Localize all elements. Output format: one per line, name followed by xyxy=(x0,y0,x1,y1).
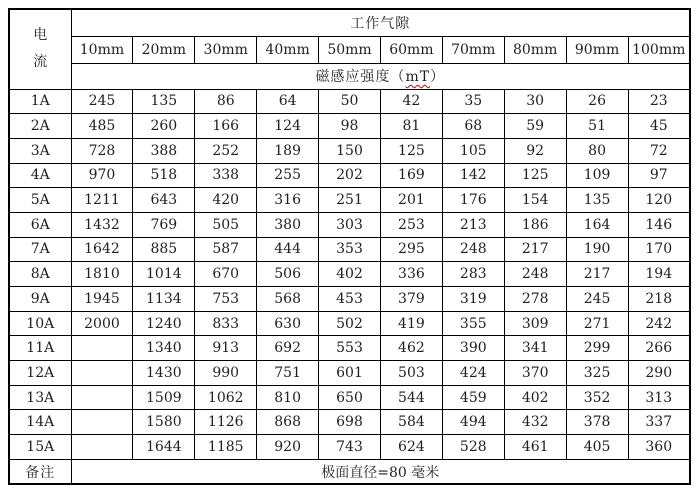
current-row-label: 1A xyxy=(9,89,71,114)
table-row xyxy=(9,311,690,336)
value-cell: 186 xyxy=(504,212,566,237)
value-cell: 743 xyxy=(319,435,381,460)
table-footer xyxy=(9,459,690,484)
value-cell: 503 xyxy=(380,361,442,386)
value-cell: 378 xyxy=(566,410,628,435)
value-cell: 1945 xyxy=(71,287,133,312)
value-cell xyxy=(71,435,133,460)
table-row xyxy=(9,114,690,139)
value-cell: 35 xyxy=(442,89,504,114)
value-cell: 587 xyxy=(195,237,257,262)
value-cell: 753 xyxy=(195,287,257,312)
value-cell: 528 xyxy=(442,435,504,460)
value-cell: 502 xyxy=(319,311,381,336)
gap-column-header: 80mm xyxy=(504,36,566,63)
value-cell: 1134 xyxy=(133,287,195,312)
induction-header-row xyxy=(9,63,690,89)
value-cell: 68 xyxy=(442,114,504,139)
value-cell xyxy=(71,361,133,386)
value-cell: 303 xyxy=(319,212,381,237)
table-body xyxy=(9,89,690,459)
current-row-label: 11A xyxy=(9,336,71,361)
gap-column-header: 40mm xyxy=(257,36,319,63)
value-cell: 125 xyxy=(504,163,566,188)
value-cell: 150 xyxy=(319,138,381,163)
value-cell: 253 xyxy=(380,212,442,237)
value-cell: 309 xyxy=(504,311,566,336)
value-cell: 290 xyxy=(628,361,690,386)
value-cell: 23 xyxy=(628,89,690,114)
value-cell: 506 xyxy=(257,262,319,287)
gap-column-header: 10mm xyxy=(71,36,133,63)
current-row-label: 14A xyxy=(9,410,71,435)
value-cell: 120 xyxy=(628,188,690,213)
value-cell: 1430 xyxy=(133,361,195,386)
value-cell: 266 xyxy=(628,336,690,361)
value-cell: 248 xyxy=(442,237,504,262)
induction-header-suffix: ） xyxy=(430,69,446,85)
table-row xyxy=(9,336,690,361)
value-cell: 568 xyxy=(257,287,319,312)
value-cell: 194 xyxy=(628,262,690,287)
value-cell: 341 xyxy=(504,336,566,361)
value-cell: 1185 xyxy=(195,435,257,460)
value-cell: 1432 xyxy=(71,212,133,237)
value-cell: 453 xyxy=(319,287,381,312)
value-cell: 370 xyxy=(504,361,566,386)
value-cell: 218 xyxy=(628,287,690,312)
table-row xyxy=(9,385,690,410)
gap-column-header: 90mm xyxy=(566,36,628,63)
value-cell: 299 xyxy=(566,336,628,361)
value-cell: 444 xyxy=(257,237,319,262)
induction-header-cell xyxy=(71,63,690,89)
value-cell: 1340 xyxy=(133,336,195,361)
value-cell: 810 xyxy=(257,385,319,410)
gap-column-header: 30mm xyxy=(195,36,257,63)
value-cell: 459 xyxy=(442,385,504,410)
value-cell: 420 xyxy=(195,188,257,213)
current-row-label: 13A xyxy=(9,385,71,410)
current-row-label: 5A xyxy=(9,188,71,213)
value-cell: 1509 xyxy=(133,385,195,410)
value-cell: 59 xyxy=(504,114,566,139)
value-cell: 751 xyxy=(257,361,319,386)
value-cell: 125 xyxy=(380,138,442,163)
table-row xyxy=(9,212,690,237)
value-cell: 154 xyxy=(504,188,566,213)
value-cell: 388 xyxy=(133,138,195,163)
value-cell: 405 xyxy=(566,435,628,460)
value-cell xyxy=(71,336,133,361)
value-cell: 217 xyxy=(566,262,628,287)
value-cell: 352 xyxy=(566,385,628,410)
value-cell: 990 xyxy=(195,361,257,386)
value-cell: 584 xyxy=(380,410,442,435)
magnetic-induction-table xyxy=(8,8,691,485)
value-cell: 109 xyxy=(566,163,628,188)
value-cell: 1580 xyxy=(133,410,195,435)
value-cell: 135 xyxy=(566,188,628,213)
value-cell: 380 xyxy=(257,212,319,237)
value-cell: 45 xyxy=(628,114,690,139)
gap-column-header: 60mm xyxy=(380,36,442,63)
value-cell: 105 xyxy=(442,138,504,163)
value-cell: 124 xyxy=(257,114,319,139)
note-row xyxy=(9,459,690,484)
value-cell: 72 xyxy=(628,138,690,163)
value-cell: 353 xyxy=(319,237,381,262)
value-cell: 248 xyxy=(504,262,566,287)
value-cell: 379 xyxy=(380,287,442,312)
value-cell: 251 xyxy=(319,188,381,213)
value-cell: 2000 xyxy=(71,311,133,336)
current-row-label: 7A xyxy=(9,237,71,262)
value-cell: 913 xyxy=(195,336,257,361)
value-cell: 97 xyxy=(628,163,690,188)
value-cell: 462 xyxy=(380,336,442,361)
current-label-line-1: 电 xyxy=(33,27,48,44)
value-cell: 295 xyxy=(380,237,442,262)
value-cell: 170 xyxy=(628,237,690,262)
gap-column-header: 20mm xyxy=(133,36,195,63)
note-text: 极面直径=80 毫米 xyxy=(71,459,690,484)
value-cell: 833 xyxy=(195,311,257,336)
air-gap-header-row xyxy=(9,9,690,36)
induction-header-prefix: 磁感应强度（ xyxy=(315,69,406,85)
gap-columns-row xyxy=(9,36,690,63)
value-cell: 245 xyxy=(71,89,133,114)
value-cell: 80 xyxy=(566,138,628,163)
value-cell: 643 xyxy=(133,188,195,213)
value-cell: 190 xyxy=(566,237,628,262)
table-row xyxy=(9,188,690,213)
value-cell: 252 xyxy=(195,138,257,163)
value-cell: 42 xyxy=(380,89,442,114)
value-cell: 86 xyxy=(195,89,257,114)
value-cell: 316 xyxy=(257,188,319,213)
value-cell: 494 xyxy=(442,410,504,435)
value-cell: 201 xyxy=(380,188,442,213)
current-row-label: 12A xyxy=(9,361,71,386)
value-cell: 1240 xyxy=(133,311,195,336)
value-cell: 255 xyxy=(257,163,319,188)
value-cell: 1211 xyxy=(71,188,133,213)
value-cell: 692 xyxy=(257,336,319,361)
value-cell: 313 xyxy=(628,385,690,410)
value-cell: 868 xyxy=(257,410,319,435)
value-cell: 920 xyxy=(257,435,319,460)
value-cell: 213 xyxy=(442,212,504,237)
value-cell: 338 xyxy=(195,163,257,188)
value-cell: 970 xyxy=(71,163,133,188)
table-row xyxy=(9,435,690,460)
value-cell: 169 xyxy=(380,163,442,188)
value-cell: 1062 xyxy=(195,385,257,410)
value-cell: 355 xyxy=(442,311,504,336)
current-header-cell xyxy=(9,9,71,89)
value-cell: 461 xyxy=(504,435,566,460)
value-cell: 319 xyxy=(442,287,504,312)
value-cell: 189 xyxy=(257,138,319,163)
current-row-label: 6A xyxy=(9,212,71,237)
current-row-label: 4A xyxy=(9,163,71,188)
value-cell xyxy=(71,385,133,410)
value-cell: 419 xyxy=(380,311,442,336)
value-cell: 166 xyxy=(195,114,257,139)
value-cell: 1810 xyxy=(71,262,133,287)
value-cell: 1014 xyxy=(133,262,195,287)
table-row xyxy=(9,237,690,262)
value-cell: 81 xyxy=(380,114,442,139)
value-cell: 485 xyxy=(71,114,133,139)
value-cell: 217 xyxy=(504,237,566,262)
gap-column-header: 100mm xyxy=(628,36,690,63)
table-row xyxy=(9,361,690,386)
table-row xyxy=(9,287,690,312)
gap-column-header: 50mm xyxy=(319,36,381,63)
value-cell: 245 xyxy=(566,287,628,312)
current-row-label: 9A xyxy=(9,287,71,312)
table-row xyxy=(9,138,690,163)
value-cell: 402 xyxy=(504,385,566,410)
table-row xyxy=(9,262,690,287)
value-cell: 50 xyxy=(319,89,381,114)
value-cell: 271 xyxy=(566,311,628,336)
current-row-label: 2A xyxy=(9,114,71,139)
value-cell xyxy=(71,410,133,435)
value-cell: 432 xyxy=(504,410,566,435)
value-cell: 325 xyxy=(566,361,628,386)
value-cell: 630 xyxy=(257,311,319,336)
value-cell: 337 xyxy=(628,410,690,435)
value-cell: 26 xyxy=(566,89,628,114)
note-label: 备注 xyxy=(9,459,71,484)
value-cell: 336 xyxy=(380,262,442,287)
value-cell: 135 xyxy=(133,89,195,114)
table-row xyxy=(9,410,690,435)
value-cell: 51 xyxy=(566,114,628,139)
table-header xyxy=(9,9,690,89)
gap-column-header: 70mm xyxy=(442,36,504,63)
value-cell: 505 xyxy=(195,212,257,237)
value-cell: 544 xyxy=(380,385,442,410)
value-cell: 390 xyxy=(442,336,504,361)
table-row xyxy=(9,89,690,114)
induction-unit: mT xyxy=(405,69,431,85)
current-label-line-2: 流 xyxy=(33,54,48,71)
value-cell: 670 xyxy=(195,262,257,287)
value-cell: 624 xyxy=(380,435,442,460)
value-cell: 424 xyxy=(442,361,504,386)
value-cell: 650 xyxy=(319,385,381,410)
air-gap-header-cell: 工作气隙 xyxy=(71,9,690,36)
value-cell: 278 xyxy=(504,287,566,312)
value-cell: 64 xyxy=(257,89,319,114)
value-cell: 885 xyxy=(133,237,195,262)
value-cell: 769 xyxy=(133,212,195,237)
current-row-label: 3A xyxy=(9,138,71,163)
value-cell: 402 xyxy=(319,262,381,287)
value-cell: 1642 xyxy=(71,237,133,262)
value-cell: 360 xyxy=(628,435,690,460)
value-cell: 176 xyxy=(442,188,504,213)
value-cell: 518 xyxy=(133,163,195,188)
value-cell: 728 xyxy=(71,138,133,163)
value-cell: 30 xyxy=(504,89,566,114)
value-cell: 164 xyxy=(566,212,628,237)
current-row-label: 10A xyxy=(9,311,71,336)
value-cell: 98 xyxy=(319,114,381,139)
value-cell: 260 xyxy=(133,114,195,139)
value-cell: 242 xyxy=(628,311,690,336)
value-cell: 1644 xyxy=(133,435,195,460)
value-cell: 283 xyxy=(442,262,504,287)
value-cell: 698 xyxy=(319,410,381,435)
current-row-label: 8A xyxy=(9,262,71,287)
value-cell: 553 xyxy=(319,336,381,361)
value-cell: 142 xyxy=(442,163,504,188)
current-row-label: 15A xyxy=(9,435,71,460)
value-cell: 1126 xyxy=(195,410,257,435)
value-cell: 601 xyxy=(319,361,381,386)
value-cell: 202 xyxy=(319,163,381,188)
value-cell: 146 xyxy=(628,212,690,237)
table-row xyxy=(9,163,690,188)
value-cell: 92 xyxy=(504,138,566,163)
